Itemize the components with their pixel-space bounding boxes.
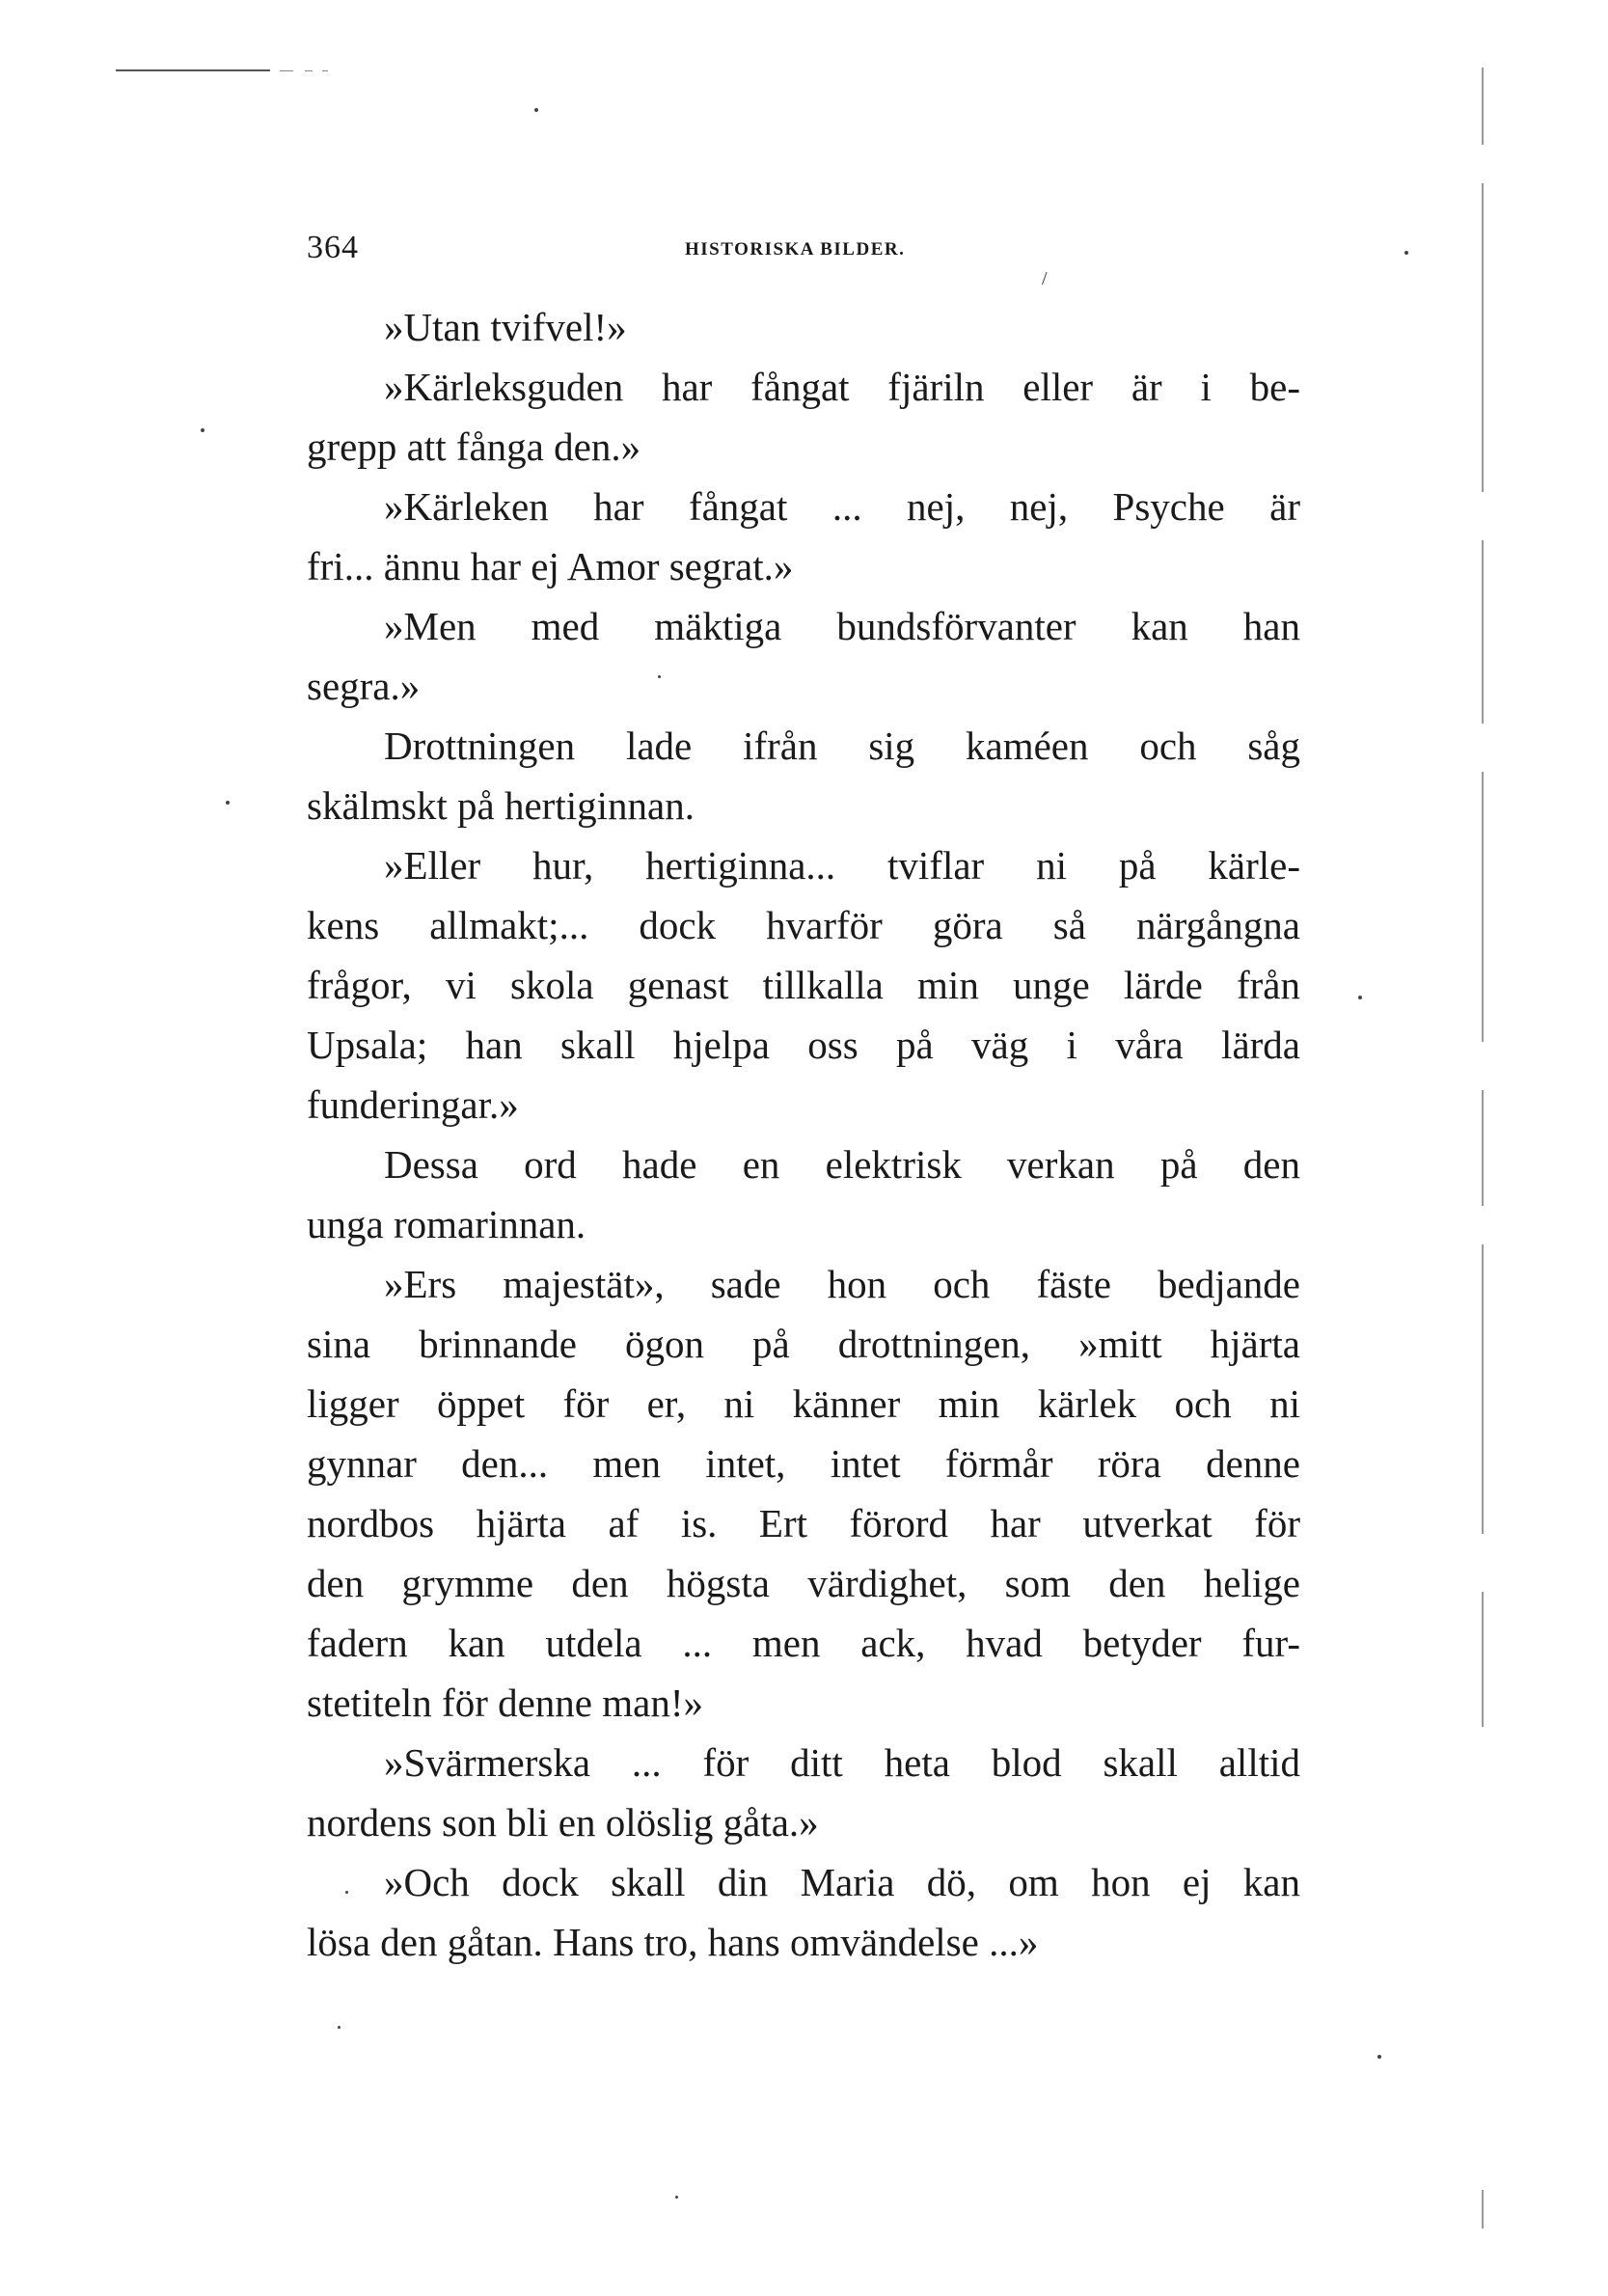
- text-line: »Kärleksguden har fångat fjäriln eller är i be-: [384, 365, 1300, 409]
- page-number: 364: [307, 230, 359, 265]
- print-speck: [675, 2196, 678, 2199]
- top-edge-dash: [280, 70, 293, 71]
- print-speck: [1404, 251, 1408, 255]
- text-line: »Utan tvifvel!»: [384, 305, 627, 349]
- text-line: Dessa ord hade en elektrisk verkan på den: [384, 1142, 1300, 1187]
- text-line: »Kärleken har fångat ... nej, nej, Psyche är: [384, 484, 1300, 529]
- text-line: stetiteln för denne man!»: [307, 1681, 704, 1725]
- right-edge-shadow: [1482, 183, 1484, 492]
- text-line: segra.»: [307, 664, 421, 708]
- right-edge-shadow: [1482, 68, 1484, 145]
- text-line: kens allmakt;... dock hvarför göra så närgångna: [307, 903, 1300, 947]
- right-edge-shadow: [1482, 2190, 1484, 2228]
- print-speck: [201, 428, 204, 432]
- text-line: unga romarinnan.: [307, 1202, 586, 1246]
- right-edge-shadow: [1482, 1090, 1484, 1206]
- text-line: sina brinnande ögon på drottningen, »mitt hjärta: [307, 1322, 1300, 1366]
- text-line: gynnar den... men intet, intet förmår röra denne: [307, 1441, 1300, 1486]
- top-edge-rule: [116, 69, 270, 71]
- text-line: grepp att fånga den.»: [307, 424, 641, 469]
- text-line: skälmskt på hertiginnan.: [307, 783, 695, 828]
- text-line: den grymme den högsta värdighet, som den helige: [307, 1561, 1300, 1605]
- running-head: [307, 230, 1300, 289]
- text-line: lösa den gåtan. Hans tro, hans omvändelse ...»: [307, 1920, 1039, 1964]
- text-line: ligger öppet för er, ni känner min kärlek och ni: [307, 1381, 1300, 1426]
- print-speck: [1377, 2055, 1381, 2059]
- right-edge-shadow: [1482, 540, 1484, 724]
- text-line: nordens son bli en olöslig gåta.»: [307, 1800, 819, 1845]
- stray-mark: /: [1042, 268, 1048, 289]
- text-line: fri... ännu har ej Amor segrat.»: [307, 544, 794, 588]
- top-edge-dash: [322, 70, 328, 71]
- text-line: Drottningen lade ifrån sig kaméen och såg: [384, 724, 1300, 768]
- print-speck: [534, 108, 538, 112]
- right-edge-shadow: [1482, 1244, 1484, 1534]
- text-line: nordbos hjärta af is. Ert förord har utverkat för: [307, 1501, 1300, 1545]
- print-speck: [226, 801, 230, 805]
- text-line: Upsala; han skall hjelpa oss på väg i våra lärda: [307, 1023, 1300, 1067]
- text-line: »Ers majestät», sade hon och fäste bedjande: [384, 1262, 1300, 1306]
- right-edge-shadow: [1482, 772, 1484, 1042]
- text-line: »Men med mäktiga bundsförvanter kan han: [384, 604, 1300, 648]
- text-line: fadern kan utdela ... men ack, hvad betyder fur-: [307, 1621, 1300, 1665]
- top-edge-dash: [305, 70, 313, 71]
- body-text: [307, 297, 1300, 1972]
- running-title: HISTORISKA BILDER.: [685, 239, 906, 260]
- text-line: »Och dock skall din Maria dö, om hon ej kan: [384, 1860, 1300, 1904]
- right-edge-shadow: [1482, 1592, 1484, 1727]
- print-speck: [338, 2026, 341, 2029]
- text-line: »Eller hur, hertiginna... tviflar ni på kärle-: [384, 843, 1300, 888]
- print-speck: [1358, 996, 1362, 999]
- text-line: »Svärmerska ... för ditt heta blod skall alltid: [384, 1740, 1300, 1785]
- text-line: funderingar.»: [307, 1082, 519, 1127]
- text-line: frågor, vi skola genast tillkalla min unge lärde från: [307, 963, 1300, 1007]
